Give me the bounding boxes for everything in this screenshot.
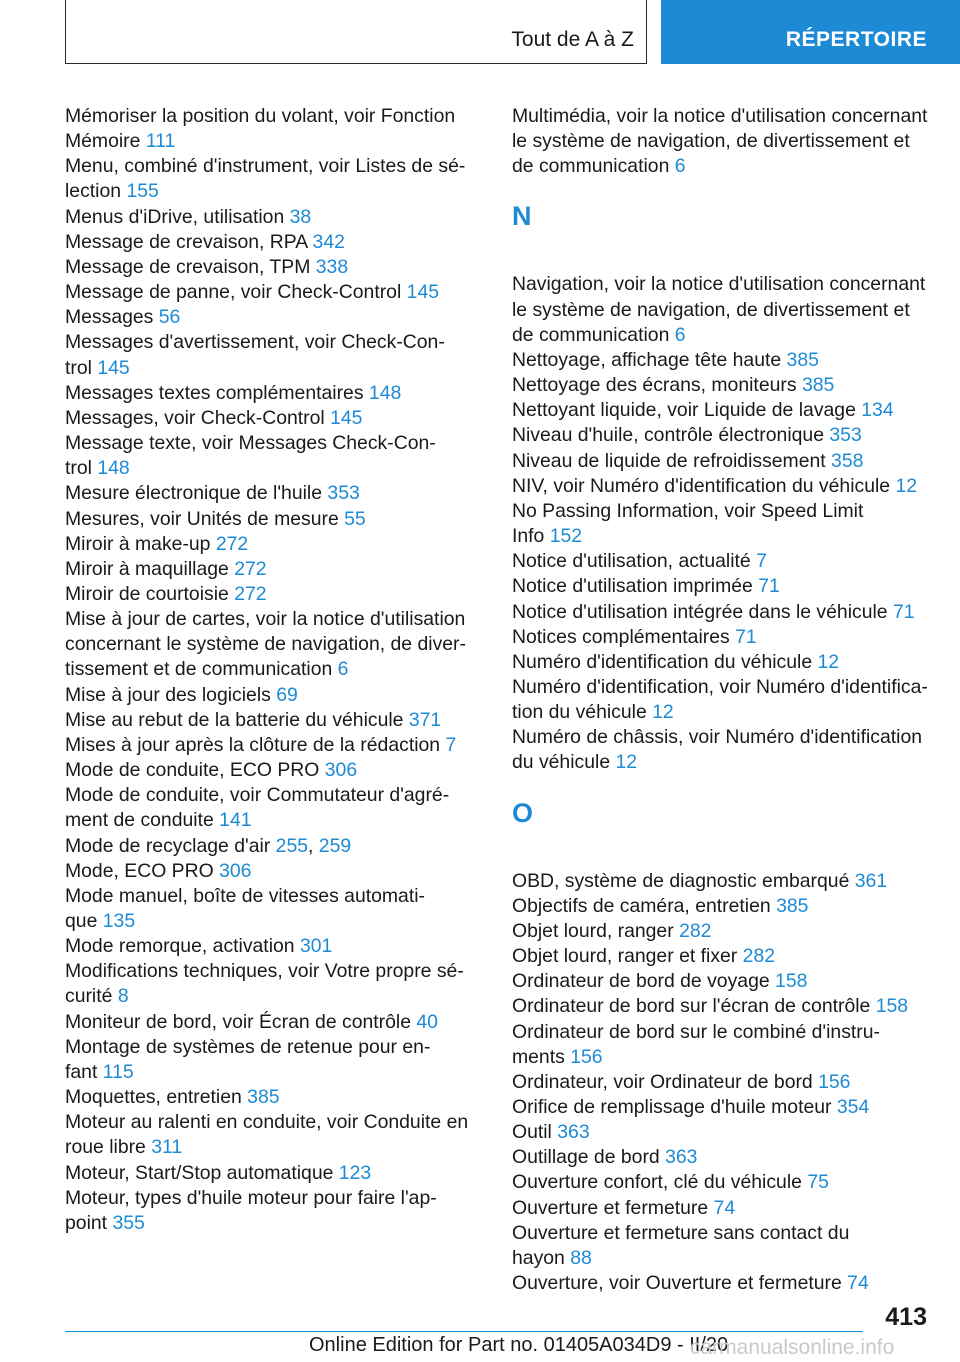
page-reference-link[interactable]: 71 (892, 600, 915, 623)
index-entry-text: Notice d'utilisation, actualité (512, 550, 757, 573)
page-reference-link[interactable]: 385 (776, 894, 809, 917)
index-entry-text: Moquettes, entretien (65, 1086, 248, 1109)
page-reference-link[interactable]: 145 (97, 356, 130, 379)
index-entry-text: Ouverture et fermeture sans contact du (512, 1221, 850, 1244)
index-entry-text: Miroir à make-up (65, 532, 216, 555)
index-entry-text: ments (512, 1045, 571, 1068)
index-entry-text: Moteur, types d'huile moteur pour faire l'ap- (65, 1186, 437, 1209)
index-entry-line (65, 1110, 485, 1135)
footer-divider (65, 1331, 863, 1332)
index-entry-text: Niveau de liquide de refroidissement (512, 449, 832, 472)
page-reference-link[interactable]: 12 (615, 751, 638, 774)
index-column-left (65, 104, 485, 1236)
index-entry-text: Mode de conduite, voir Commutateur d'agré- (65, 784, 450, 807)
page-reference-link[interactable]: 301 (299, 935, 333, 958)
index-entry-line (65, 859, 485, 884)
page-reference-link[interactable]: 134 (861, 399, 894, 422)
index-entry-text: Mémoire (65, 130, 146, 153)
index-entry-line (512, 154, 937, 179)
index-entry-text: Ouverture et fermeture (512, 1196, 714, 1219)
index-entry-text: trol (65, 457, 98, 480)
index-entry-text: Nettoyant liquide, voir Liquide de lavage (512, 399, 862, 422)
page-reference-link[interactable]: 363 (665, 1146, 698, 1169)
page-reference-link[interactable]: 74 (713, 1196, 736, 1219)
index-entry-text: le système de navigation, de divertissement et (512, 130, 910, 153)
index-entry-line (65, 758, 485, 783)
page-reference-link[interactable]: 40 (416, 1010, 438, 1033)
footer-edition: Online Edition for Part no. 01405A034D9 - II/20 (309, 1334, 729, 1356)
index-entry-text: Numéro d'identification, voir Numéro d'identifica- (512, 675, 928, 698)
index-entry-line (512, 700, 937, 725)
index-entry-text: Message de panne, voir Check-Control (65, 281, 407, 304)
index-entry-line (65, 330, 485, 355)
page-reference-link[interactable]: 342 (312, 230, 345, 253)
index-entry-text: Objet lourd, ranger (512, 919, 680, 942)
page-reference-link[interactable]: 75 (807, 1171, 829, 1194)
page-reference-link[interactable]: 353 (327, 482, 360, 505)
index-entry-line (512, 272, 937, 297)
repertoire-tab-label: RÉPERTOIRE (785, 28, 927, 51)
index-entry-line (512, 129, 937, 154)
index-entry-line (512, 398, 937, 423)
index-entry-line (65, 934, 485, 959)
index-entry-line (512, 969, 937, 994)
page-reference-link[interactable]: 358 (831, 449, 864, 472)
index-entry-line (512, 1145, 937, 1170)
page-reference-link[interactable]: 123 (338, 1161, 372, 1184)
index-entry-text: Outillage de bord (512, 1146, 666, 1169)
index-entry-line (65, 507, 485, 532)
index-entry-line (512, 600, 937, 625)
index-entry-line (65, 683, 485, 708)
index-entry-text: Info (512, 525, 550, 548)
index-entry-text: Moniteur de bord, voir Écran de contrôle (65, 1010, 417, 1033)
index-entry-text: Modifications techniques, voir Votre propre sé- (65, 960, 464, 983)
index-entry-line (65, 481, 485, 506)
index-entry-text: Mise à jour de cartes, voir la notice d'utilisation (65, 608, 466, 631)
index-entry-line (65, 230, 485, 255)
index-entry-text: Menus d'iDrive, utilisation (65, 205, 290, 228)
index-entry-line (512, 524, 937, 549)
page-reference-link[interactable]: 259 (318, 834, 352, 857)
page-reference-link[interactable]: 7 (756, 550, 767, 573)
index-entry-line (65, 305, 485, 330)
index-entry-text: point (65, 1211, 113, 1234)
index-entry-line (512, 449, 937, 474)
page-reference-link[interactable]: 353 (829, 424, 862, 447)
index-entry-line (65, 1186, 485, 1211)
index-entry-text: Numéro d'identification du véhicule (512, 650, 818, 673)
page-reference-link[interactable]: 145 (330, 406, 363, 429)
index-entry-line (65, 582, 485, 607)
page-reference-link[interactable]: 55 (344, 507, 366, 530)
page-reference-link[interactable]: 115 (102, 1060, 134, 1083)
index-entry-text: Mise au rebut de la batterie du véhicule (65, 708, 409, 731)
index-entry-text: roue libre (65, 1136, 152, 1159)
index-entry-text: Mode de recyclage d'air (65, 834, 276, 857)
index-entry-line (512, 1271, 937, 1296)
index-entry-line (512, 1246, 937, 1271)
index-entry-text: Niveau d'huile, contrôle électronique (512, 424, 830, 447)
index-entry-text: Mode manuel, boîte de vitesses automati- (65, 884, 425, 907)
index-entry-line (65, 657, 485, 682)
index-entry-line (65, 280, 485, 305)
page-reference-link[interactable]: 69 (276, 683, 298, 706)
page-reference-link[interactable]: 6 (674, 323, 686, 346)
index-entry-line (65, 129, 485, 154)
page-reference-link[interactable]: 354 (836, 1096, 870, 1118)
index-entry-line (512, 1045, 937, 1070)
index-entry-line (65, 205, 485, 230)
index-entry-text: NIV, voir Numéro d'identification du véhicule (512, 474, 896, 497)
index-entry-text: Mémoriser la position du volant, voir Fonction (65, 105, 456, 127)
page-reference-link[interactable]: 148 (97, 457, 130, 480)
index-letter-heading: N (512, 201, 532, 232)
page-number: 413 (885, 1303, 927, 1331)
index-entry-line (65, 607, 485, 632)
index-entry-line (65, 959, 485, 984)
index-entry-line (512, 373, 937, 398)
index-entry-line (512, 1120, 937, 1145)
index-entry-text: lection (65, 180, 127, 203)
index-entry-line (512, 423, 937, 448)
index-entry-text: Moteur, Start/Stop automatique (65, 1161, 339, 1184)
page-reference-link[interactable]: 8 (117, 985, 129, 1008)
index-entry-text: Mode de conduite, ECO PRO (65, 759, 325, 782)
page-reference-link[interactable]: 135 (102, 910, 136, 932)
page-reference-link[interactable]: 385 (786, 348, 819, 371)
page-reference-link[interactable]: 272 (215, 532, 249, 555)
index-entry-text: Objectifs de caméra, entretien (512, 894, 777, 917)
index-entry-text: Navigation, voir la notice d'utilisation concernant (512, 273, 926, 296)
index-entry-text: Moteur au ralenti en conduite, voir Conduite en (65, 1111, 469, 1134)
index-entry-text: Miroir de courtoisie (65, 582, 235, 605)
index-entry-line (65, 1161, 485, 1186)
index-entry-line (65, 557, 485, 582)
index-entry-line (65, 456, 485, 481)
index-entry-text: Mode remorque, activation (65, 935, 300, 958)
index-entry-text: Ordinateur de bord sur l'écran de contrôle (512, 995, 876, 1018)
index-entry-text: de communication (512, 323, 675, 346)
index-entry-text: Notice d'utilisation imprimée (512, 575, 759, 598)
index-entry-text: Notice d'utilisation intégrée dans le véhicule (512, 600, 893, 623)
index-entry-line (65, 1035, 485, 1060)
page-reference-link[interactable]: 6 (674, 155, 686, 178)
page-reference-link[interactable]: 111 (145, 130, 176, 153)
index-entry-line (512, 1170, 937, 1195)
index-entry-line (65, 708, 485, 733)
index-entry-line (512, 104, 937, 129)
page-reference-link[interactable]: 12 (817, 650, 840, 673)
index-entry-line (512, 348, 937, 373)
index-entry-text: Mode, ECO PRO (65, 859, 220, 882)
index-entry-text: Ordinateur de bord de voyage (512, 970, 776, 993)
index-entry-line (65, 909, 485, 934)
index-entry-line (65, 884, 485, 909)
index-entry-text: Message de crevaison, RPA (65, 230, 313, 253)
page-reference-link[interactable]: 272 (234, 557, 267, 580)
page-reference-link[interactable]: 71 (735, 625, 757, 648)
section-tab-label: Tout de A à Z (511, 28, 634, 51)
index-entry-text: curité (65, 985, 118, 1008)
index-entry-text: Objet lourd, ranger et fixer (512, 945, 743, 968)
index-entry-text: Message de crevaison, TPM (65, 255, 316, 278)
index-entry-line: Mode de recyclage d'air 255, 259 (65, 834, 352, 857)
index-entry-line (65, 808, 485, 833)
section-tab[interactable] (65, 0, 647, 64)
index-entry-line (512, 1070, 937, 1095)
index-entry-line (65, 1010, 485, 1035)
page-reference-link[interactable]: 158 (875, 995, 909, 1018)
index-entry-line (512, 675, 937, 700)
index-entry-line (512, 650, 937, 675)
page-reference-link[interactable]: 156 (570, 1045, 603, 1068)
page-reference-link[interactable]: 306 (324, 759, 358, 782)
index-entry-text: Nettoyage, affichage tête haute (512, 348, 787, 371)
page-reference-link[interactable]: 141 (219, 809, 252, 832)
page-reference-link[interactable]: 88 (570, 1246, 592, 1269)
page-reference-link[interactable]: 338 (315, 255, 349, 278)
page-reference-link[interactable]: 385 (801, 374, 835, 397)
index-entry-text: Message texte, voir Messages Check-Con- (65, 432, 436, 455)
index-entry-line (65, 356, 485, 381)
index-entry-line (65, 179, 485, 204)
index-entry-line (512, 994, 937, 1019)
index-entry-line (65, 733, 485, 758)
page-reference-link[interactable]: 385 (247, 1086, 280, 1109)
page-reference-link[interactable]: 155 (126, 180, 159, 203)
page-reference-link[interactable]: 363 (557, 1121, 590, 1144)
page-reference-link[interactable]: 145 (406, 281, 440, 304)
index-entry-text: Montage de systèmes de retenue pour en- (65, 1035, 431, 1058)
index-entry-line (512, 298, 937, 323)
index-entry-line (512, 323, 937, 348)
index-entry-line (65, 1135, 485, 1160)
page-reference-link[interactable]: 12 (895, 474, 918, 497)
index-entry-text: Messages, voir Check-Control (65, 406, 331, 429)
index-entry-line (65, 431, 485, 456)
index-entry-text: du véhicule (512, 751, 616, 774)
page-reference-link[interactable]: 56 (158, 306, 181, 329)
page-reference-link[interactable]: 158 (775, 970, 808, 993)
index-entry-line (65, 783, 485, 808)
index-entry-line (512, 1095, 937, 1120)
page-reference-link[interactable]: 38 (289, 205, 312, 228)
index-entry-line (512, 894, 937, 919)
index-entry-text: Nettoyage des écrans, moniteurs (512, 374, 802, 397)
index-entry-line (65, 984, 485, 1009)
index-entry-line (512, 549, 937, 574)
page-reference-link[interactable]: 282 (742, 945, 776, 968)
index-entry-line (65, 255, 485, 280)
index-entry-line (512, 750, 937, 775)
index-entry-line (65, 532, 485, 557)
index-entry-line (512, 574, 937, 599)
index-entry-text: Ouverture confort, clé du véhicule (512, 1171, 808, 1194)
page-reference-link[interactable]: 282 (679, 919, 712, 942)
index-entry-text: Outil (512, 1121, 558, 1144)
index-entry-text: Notices complémentaires (512, 625, 736, 648)
page-reference-link[interactable]: 371 (408, 708, 442, 731)
index-entry-line (512, 1221, 937, 1246)
index-entry-text: Mise à jour des logiciels (65, 683, 277, 706)
page-reference-link[interactable]: 7 (445, 733, 457, 756)
index-entry-line (512, 625, 937, 650)
index-entry-text: Orifice de remplissage d'huile moteur (512, 1096, 837, 1118)
index-entry-text: Mises à jour après la clôture de la rédaction (65, 733, 446, 756)
page-reference-link[interactable]: 361 (854, 869, 888, 892)
page-reference-link[interactable]: 12 (652, 701, 674, 724)
index-entry-text: Mesures, voir Unités de mesure (65, 507, 345, 530)
index-entry-line (65, 381, 485, 406)
index-entry-text: OBD, système de diagnostic embarqué (512, 869, 855, 892)
page-reference-link[interactable]: 306 (219, 859, 252, 882)
index-entry-text: Messages d'avertissement, voir Check-Con- (65, 331, 445, 354)
index-entry-text: Ordinateur de bord sur le combiné d'instru- (512, 1020, 880, 1043)
index-entry-text: hayon (512, 1246, 571, 1269)
index-entry-text: tissement et de communication (65, 658, 338, 681)
index-entry-text: No Passing Information, voir Speed Limit (512, 499, 864, 522)
index-entry-text: Messages (65, 306, 159, 329)
page-reference-link[interactable]: 156 (818, 1070, 851, 1093)
page-reference-link[interactable]: 71 (758, 575, 780, 598)
page-reference-link[interactable]: 311 (151, 1136, 183, 1159)
index-entry-line (65, 1060, 485, 1085)
page-reference-link[interactable]: 255 (275, 834, 309, 857)
index-entry-text: tion du véhicule (512, 701, 653, 724)
index-entry-line (512, 1196, 937, 1221)
index-entry-line (512, 474, 937, 499)
repertoire-tab[interactable] (661, 0, 960, 64)
index-entry-line (512, 1020, 937, 1045)
index-entry-line (65, 632, 485, 657)
index-entry-text: trol (65, 356, 98, 379)
index-entry-line (512, 944, 937, 969)
page-reference-link[interactable]: 74 (847, 1272, 869, 1295)
index-entry-text: concernant le système de navigation, de diver- (65, 633, 466, 656)
index-letter-heading: O (512, 797, 534, 828)
index-entry-text: Numéro de châssis, voir Numéro d'identification (512, 726, 923, 749)
index-entry-line (512, 919, 937, 944)
index-column-right (512, 104, 937, 1296)
index-entry-text: Multimédia, voir la notice d'utilisation concernant (512, 105, 928, 127)
index-entry-text: Mesure électronique de l'huile (65, 482, 328, 505)
index-entry-text: Ouverture, voir Ouverture et fermeture (512, 1272, 848, 1295)
index-entry-line (512, 869, 937, 894)
index-entry-line (512, 725, 937, 750)
page-reference-link[interactable]: 355 (112, 1211, 145, 1234)
index-entry-text: Ordinateur, voir Ordinateur de bord (512, 1070, 819, 1093)
index-entry-line (512, 499, 937, 524)
index-entry-text: Miroir à maquillage (65, 557, 235, 580)
page-reference-link[interactable]: 272 (234, 582, 267, 605)
page-reference-link[interactable]: 6 (337, 658, 349, 681)
page-reference-link[interactable]: 148 (368, 381, 402, 404)
index-entry-text: Menu, combiné d'instrument, voir Listes de sé- (65, 155, 466, 178)
index-entry-line (65, 104, 485, 129)
page-reference-link[interactable]: 152 (549, 525, 583, 548)
index-entry-text: le système de navigation, de divertissement et (512, 298, 910, 321)
index-entry-text: ment de conduite (65, 809, 220, 832)
index-entry-line (65, 154, 485, 179)
index-entry-line (65, 406, 485, 431)
index-entry-text: de communication (512, 155, 675, 178)
index-entry-text: que (65, 910, 103, 932)
index-entry-line (65, 1211, 485, 1236)
index-entry-text: fant (65, 1060, 103, 1083)
watermark: carmanualsonline.info (690, 1336, 895, 1359)
index-entry-line (65, 1085, 485, 1110)
index-entry-text: Messages textes complémentaires (65, 381, 369, 404)
